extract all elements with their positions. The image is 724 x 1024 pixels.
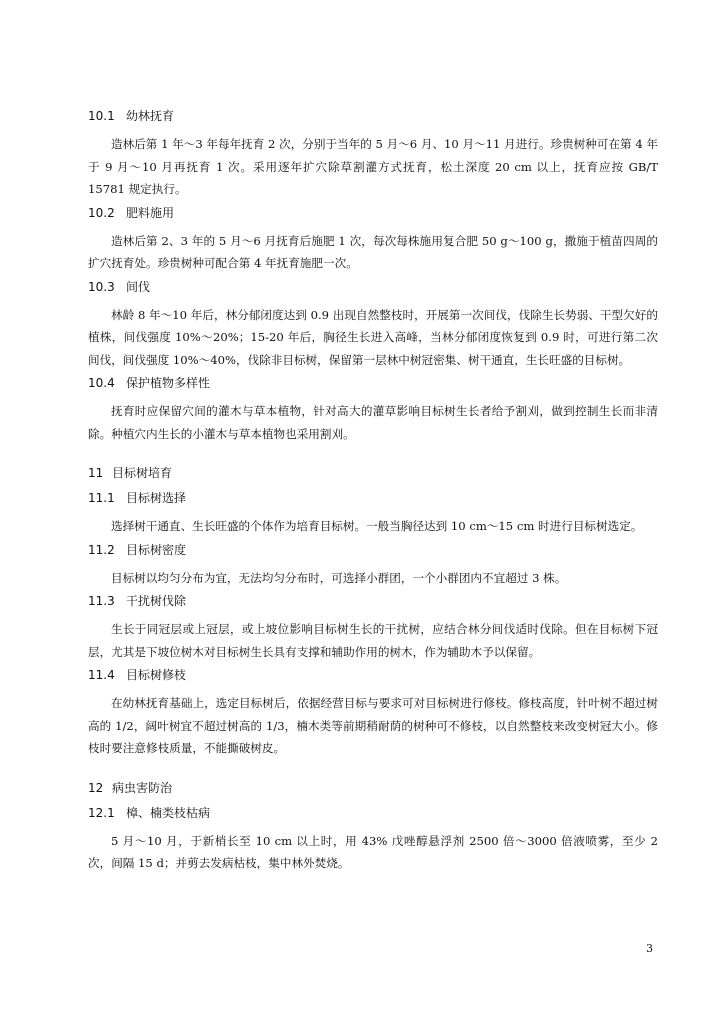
paragraph: 造林后第 2、3 年的 5 月～6 月抚育后施肥 1 次，每次每株施用复合肥 50 g～100 g，撒施于植苗四周的扩穴抚育处。珍贵树种可配合第 4 年抚育施肥一次。 (88, 233, 658, 270)
section-heading-11-4 (88, 667, 658, 683)
chapter-heading-11 (88, 465, 658, 481)
section-title: 保护植物多样性 (126, 376, 211, 390)
section-heading-10-4 (88, 375, 658, 391)
section-heading-12-1 (88, 805, 658, 821)
section-number: 10.2 (88, 205, 115, 220)
paragraph: 在幼林抚育基础上，选定目标树后，依据经营目标与要求可对目标树进行修枝。修枝高度，针叶树不超过树高的 1/2，阔叶树宜不超过树高的 1/3，楠木类等前期稍耐荫的树种可不修枝，以自然整枝来改变树冠大小。修枝时要注意修枝质量，不能撕破树皮。 (88, 696, 658, 755)
section-title: 目标树密度 (126, 542, 187, 557)
paragraph: 造林后第 1 年～3 年每年抚育 2 次，分别于当年的 5 月～6 月、10 月～11 月进行。珍贵树种可在第 4 年于 9 月～10 月再抚育 1 次。采用逐年扩穴除草割灌方式抚育，松土深度 20 cm 以上，抚育应按 GB/T 15781 规定执行。 (88, 137, 658, 196)
section-title: 干扰树伐除 (126, 594, 187, 608)
chapter-title: 目标树培育 (112, 466, 173, 480)
chapter-title: 病虫害防治 (112, 780, 173, 795)
paragraph: 抚育时应保留穴间的灌木与草本植物，针对高大的灌草影响目标树生长者给予割刈，做到控制生长而非清除。种植穴内生长的小灌木与草本植物也采用割刈。 (88, 404, 658, 441)
section-number: 11.4 (88, 668, 115, 682)
section-heading-11-3 (88, 593, 658, 609)
section-title: 间伐 (126, 279, 151, 294)
section-number: 10.1 (88, 109, 115, 123)
section-title: 樟、楠类枝枯病 (126, 805, 211, 820)
section-number: 11.1 (88, 491, 115, 505)
chapter-number: 11 (88, 466, 104, 480)
section-number: 12.1 (88, 805, 115, 820)
section-heading-11-1 (88, 490, 658, 506)
paragraph: 目标树以均匀分布为宜，无法均匀分布时，可选择小群团，一个小群团内不宜超过 3 株。 (111, 570, 567, 585)
paragraph: 选择树干通直、生长旺盛的个体作为培育目标树。一般当胸径达到 10 cm～15 cm 时进行目标树选定。 (111, 519, 643, 533)
section-number: 11.3 (88, 594, 115, 608)
section-number: 10.4 (88, 376, 115, 390)
section-title: 目标树选择 (126, 491, 187, 505)
section-title: 目标树修枝 (126, 668, 187, 682)
section-number: 10.3 (88, 279, 115, 294)
section-heading-10-1 (88, 108, 658, 124)
paragraph: 林龄 8 年～10 年后，林分郁闭度达到 0.9 出现自然整枝时，开展第一次间伐，伐除生长势弱、干型欠好的植株，间伐强度 10%～20%；15-20 年后，胸径生长进入高峰，当林分郁闭度恢复到 0.9 时，可进行第二次间伐，间伐强度 10%～40%，伐除非目标树，保留第一层林中树冠密集、树干通直，生长旺盛的目标树。 (88, 307, 658, 367)
page-number: 3 (646, 942, 653, 955)
section-heading-11-2 (88, 542, 658, 558)
section-heading-10-3 (88, 279, 658, 295)
chapter-number: 12 (88, 780, 104, 795)
section-title: 肥料施用 (126, 205, 175, 220)
document-body (88, 108, 658, 879)
paragraph: 5 月～10 月，于新梢长至 10 cm 以上时，用 43% 戊唑醇悬浮剂 2500 倍～3000 倍液喷雾，至少 2 次，间隔 15 d；并剪去发病枯枝，集中林外焚烧。 (88, 833, 658, 870)
section-heading-10-2 (88, 205, 658, 221)
chapter-heading-12 (88, 780, 658, 796)
section-title: 幼林抚育 (126, 109, 175, 123)
section-number: 11.2 (88, 542, 115, 557)
paragraph: 生长于同冠层或上冠层，或上坡位影响目标树生长的干扰树，应结合林分间伐适时伐除。但在目标树下冠层，尤其是下坡位树木对目标树生长具有支撑和辅助作用的树木，作为辅助木予以保留。 (88, 622, 658, 659)
